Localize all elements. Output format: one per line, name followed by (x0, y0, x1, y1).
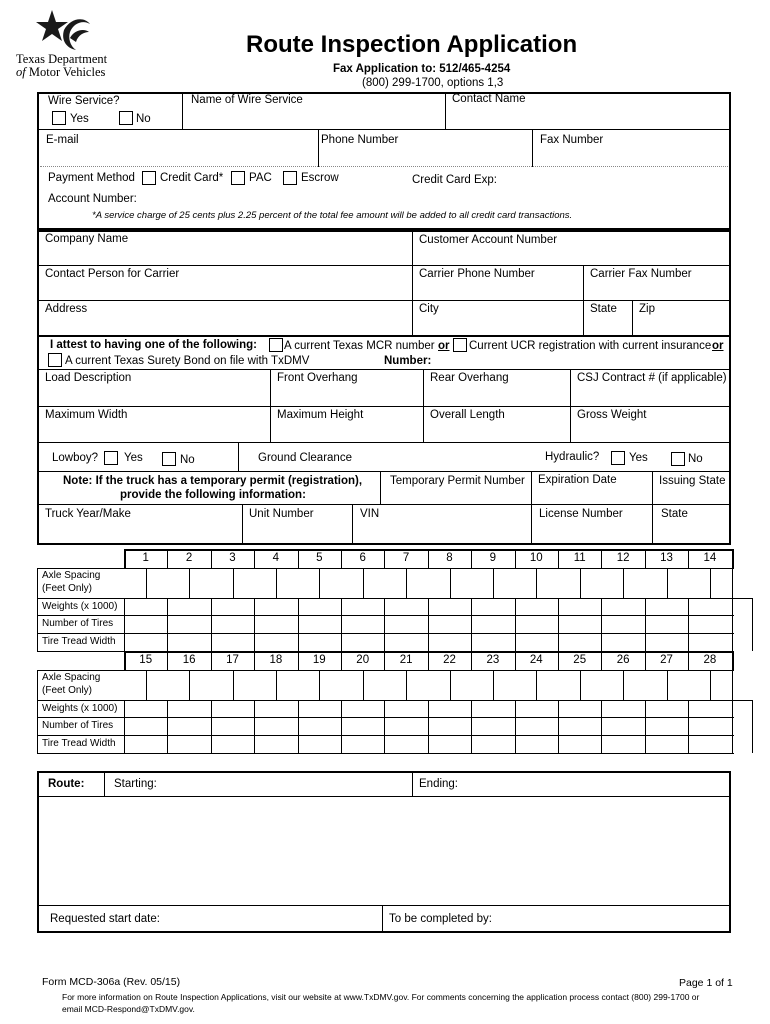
credit-card-exp-label: Credit Card Exp: (412, 174, 498, 186)
attest-lead: I attest to having one of the following: (50, 339, 257, 351)
overall-length-label: Overall Length (430, 409, 505, 421)
wire-yes-checkbox[interactable] (52, 111, 66, 125)
hydraulic-no-label: No (688, 453, 703, 465)
axle-number: 19 (312, 654, 326, 666)
axle-weights-cell[interactable] (690, 600, 729, 613)
axle-number: 2 (185, 552, 193, 564)
axle-weights-cell[interactable] (126, 702, 165, 715)
axle-number: 7 (402, 552, 410, 564)
tire-tread-width-cell[interactable] (473, 737, 512, 751)
axle-number: 28 (703, 654, 717, 666)
gross-weight-label: Gross Weight (577, 409, 647, 421)
tire-tread-width-cell[interactable] (126, 737, 165, 751)
maximum-height-label: Maximum Height (277, 409, 364, 421)
pac-label: PAC (249, 172, 272, 184)
axle-weights-cell[interactable] (256, 600, 295, 613)
tire-tread-width-label: Tire Tread Width (42, 738, 116, 749)
wire-no-checkbox[interactable] (119, 111, 133, 125)
number-of-tires-cell[interactable] (386, 719, 425, 733)
tire-tread-width-cell[interactable] (517, 737, 556, 751)
phone-number-field[interactable] (320, 148, 530, 166)
city-label: City (419, 303, 439, 315)
number-of-tires-label: Number of Tires (42, 618, 114, 629)
fax-number-label: Fax Number (540, 134, 604, 146)
tire-tread-width-cell[interactable] (300, 635, 339, 649)
email-label: E-mail (46, 134, 79, 146)
number-of-tires-cell[interactable] (560, 719, 599, 733)
axle-number: 22 (443, 654, 456, 666)
axle-spacing-cell[interactable] (495, 570, 534, 596)
tire-tread-width-cell[interactable] (690, 635, 729, 649)
number-of-tires-cell[interactable] (343, 617, 382, 631)
number-of-tires-cell[interactable] (517, 617, 556, 631)
address-label: Address (45, 303, 88, 315)
axle-weights-cell[interactable] (560, 702, 599, 715)
ground-clearance-field[interactable] (356, 447, 526, 467)
number-of-tires-cell[interactable] (603, 617, 642, 631)
axle-spacing-cell[interactable] (148, 570, 187, 596)
axle-weights-cell[interactable] (386, 600, 425, 613)
pac-checkbox[interactable] (231, 171, 245, 185)
logo-line-2 (16, 65, 105, 79)
axle-weights-label: Weights (x 1000) (42, 601, 118, 612)
route-starting-label: Starting: (114, 778, 157, 790)
vin-field[interactable] (354, 522, 530, 542)
credit-card-note: *A service charge of 25 cents plus 2.25 percent of the total fee amount will be added to all credit card transactions. (92, 210, 573, 221)
axle-weights-cell[interactable] (473, 600, 512, 613)
contact-person-field[interactable] (40, 282, 410, 298)
axle-spacing-cell[interactable] (625, 672, 664, 698)
axle-number: 11 (573, 552, 586, 564)
to-be-completed-field[interactable] (494, 908, 726, 928)
axle-weights-cell[interactable] (343, 702, 382, 715)
axle-number: 5 (316, 552, 323, 564)
axle-weights-cell[interactable] (213, 600, 252, 613)
tire-tread-width-cell[interactable] (430, 737, 469, 751)
axle-weights-cell[interactable] (560, 600, 599, 613)
maximum-height-field[interactable] (272, 423, 422, 441)
mcr-checkbox[interactable] (269, 338, 283, 352)
zip-label: Zip (639, 303, 655, 315)
number-of-tires-cell[interactable] (430, 719, 469, 733)
logo-of: of (16, 65, 26, 79)
customer-account-label: Customer Account Number (419, 234, 558, 246)
axle-weights-cell[interactable] (300, 600, 339, 613)
company-name-label: Company Name (45, 233, 129, 245)
tire-tread-width-cell[interactable] (256, 737, 295, 751)
axle-number: 20 (356, 654, 370, 666)
tire-tread-width-cell[interactable] (473, 635, 512, 649)
axle-spacing-cell[interactable] (669, 672, 708, 698)
footer-info-line-1: For more information on Route Inspection Applications, visit our website at www.TxDMV.gov. For comments concerning the application process contact (800) 299-1700 or (62, 992, 700, 1002)
contact-name-label: Contact Name (452, 93, 526, 105)
axle-number: 25 (573, 654, 587, 666)
star-icon (34, 8, 94, 54)
load-description-label: Load Description (45, 372, 132, 384)
number-of-tires-cell[interactable] (647, 719, 686, 733)
zip-field[interactable] (634, 317, 727, 334)
number-of-tires-cell[interactable] (256, 719, 295, 733)
lowboy-no-label: No (180, 454, 195, 466)
axle-weights-cell[interactable] (169, 702, 208, 715)
license-state-field[interactable] (654, 522, 727, 542)
axle-spacing-cell[interactable] (452, 570, 491, 596)
axle-weights-cell[interactable] (343, 600, 382, 613)
axle-weights-cell[interactable] (603, 600, 642, 613)
email-field[interactable] (40, 148, 316, 166)
axle-weights-cell[interactable] (213, 702, 252, 715)
axle-spacing-cell[interactable] (495, 672, 534, 698)
unit-number-field[interactable] (244, 522, 351, 542)
wire-yes-label: Yes (70, 113, 89, 125)
state-field[interactable] (585, 317, 630, 334)
lowboy-label: Lowboy? (52, 452, 99, 464)
axle-spacing-label-line-2: (Feet Only) (42, 685, 93, 696)
number-of-tires-cell[interactable] (430, 617, 469, 631)
requested-start-date-field[interactable] (162, 908, 380, 928)
axle-number: 16 (182, 654, 196, 666)
number-of-tires-cell[interactable] (690, 719, 729, 733)
axle-weights-cell[interactable] (256, 702, 295, 715)
tire-tread-width-cell[interactable] (517, 635, 556, 649)
lowboy-yes-label: Yes (124, 452, 143, 464)
number-of-tires-cell[interactable] (126, 719, 165, 733)
mcr-label: A current Texas MCR number (284, 340, 435, 352)
hydraulic-yes-label: Yes (629, 452, 648, 464)
axle-spacing-cell[interactable] (278, 672, 317, 698)
tire-tread-width-cell[interactable] (256, 635, 295, 649)
lowboy-yes-checkbox[interactable] (104, 451, 118, 465)
contact-person-label: Contact Person for Carrier (45, 268, 180, 280)
number-of-tires-cell[interactable] (126, 617, 165, 631)
axle-spacing-cell[interactable] (235, 570, 274, 596)
tire-tread-width-cell[interactable] (169, 737, 208, 751)
address-field[interactable] (40, 317, 410, 334)
axle-weights-cell[interactable] (647, 702, 686, 715)
axle-spacing-cell[interactable] (191, 570, 230, 596)
or-label-1: or (438, 340, 450, 352)
axle-spacing-cell[interactable] (669, 570, 708, 596)
axle-weights-label: Weights (x 1000) (42, 703, 118, 714)
axle-spacing-cell[interactable] (321, 570, 360, 596)
temp-permit-note-2: provide the following information: (120, 489, 306, 501)
axle-weights-cell[interactable] (126, 600, 165, 613)
axle-weights-cell[interactable] (169, 600, 208, 613)
axle-spacing-cell[interactable] (235, 672, 274, 698)
axle-spacing-cell[interactable] (365, 570, 404, 596)
tire-tread-width-cell[interactable] (560, 635, 599, 649)
axle-weights-cell[interactable] (517, 600, 556, 613)
wire-service-name-field[interactable] (184, 108, 444, 128)
axle-weights-cell[interactable] (300, 702, 339, 715)
hydraulic-label: Hydraulic? (545, 451, 600, 463)
axle-weights-cell[interactable] (386, 702, 425, 715)
route-label: Route: (48, 778, 85, 790)
route-ending-field[interactable] (462, 774, 726, 794)
number-of-tires-cell[interactable] (256, 617, 295, 631)
license-number-field[interactable] (533, 522, 651, 542)
payment-method-label: Payment Method (48, 172, 135, 184)
axle-spacing-label-line-2: (Feet Only) (42, 583, 93, 594)
axle-spacing-cell[interactable] (582, 672, 621, 698)
axle-spacing-cell[interactable] (365, 672, 404, 698)
axle-spacing-cell[interactable] (278, 570, 317, 596)
customer-account-field[interactable] (414, 248, 726, 264)
tire-tread-width-cell[interactable] (126, 635, 165, 649)
or-label-2: or (712, 340, 724, 352)
tire-tread-width-cell[interactable] (430, 635, 469, 649)
axle-spacing-cell[interactable] (321, 672, 360, 698)
credit-card-checkbox[interactable] (142, 171, 156, 185)
issuing-state-label: Issuing State (659, 475, 726, 487)
footer-info-line-2: email MCD-Respond@TxDMV.gov. (62, 1004, 195, 1014)
hydraulic-no-checkbox[interactable] (671, 452, 685, 466)
axle-number: 15 (139, 654, 153, 666)
number-of-tires-cell[interactable] (473, 617, 512, 631)
logo-line-1: Texas Department (16, 52, 108, 66)
route-ending-label: Ending: (419, 778, 459, 790)
number-of-tires-cell[interactable] (473, 719, 512, 733)
logo-motor-vehicles: Motor Vehicles (25, 65, 106, 79)
truck-year-make-label: Truck Year/Make (45, 508, 131, 520)
axle-number: 18 (269, 654, 283, 666)
number-of-tires-cell[interactable] (300, 617, 339, 631)
ground-clearance-label: Ground Clearance (258, 452, 352, 464)
tire-tread-width-label: Tire Tread Width (42, 636, 116, 647)
axle-spacing-cell[interactable] (408, 570, 447, 596)
axle-spacing-cell[interactable] (538, 672, 577, 698)
attest-number-field[interactable] (436, 352, 726, 368)
load-description-field[interactable] (40, 386, 268, 404)
number-of-tires-cell[interactable] (603, 719, 642, 733)
phone-number-label: Phone Number (321, 134, 399, 146)
axle-weights-cell[interactable] (647, 600, 686, 613)
axle-weights-cell[interactable] (517, 702, 556, 715)
temp-permit-number-label: Temporary Permit Number (390, 475, 525, 487)
number-of-tires-label: Number of Tires (42, 720, 114, 731)
tire-tread-width-cell[interactable] (386, 737, 425, 751)
number-of-tires-cell[interactable] (169, 719, 208, 733)
axle-spacing-cell[interactable] (538, 570, 577, 596)
account-number-label: Account Number: (48, 193, 137, 205)
surety-label: A current Texas Surety Bond on file with TxDMV (65, 355, 310, 367)
axle-spacing-label-line-1: Axle Spacing (42, 570, 101, 581)
axle-number: 3 (229, 552, 236, 564)
wire-service-name-label: Name of Wire Service (191, 94, 303, 106)
license-number-label: License Number (539, 508, 623, 520)
axle-number: 26 (616, 654, 630, 666)
escrow-label: Escrow (301, 172, 339, 184)
axle-spacing-label-line-1: Axle Spacing (42, 672, 101, 683)
unit-number-label: Unit Number (249, 508, 314, 520)
requested-start-date-label: Requested start date: (50, 913, 160, 925)
number-of-tires-cell[interactable] (560, 617, 599, 631)
axle-spacing-cell[interactable] (191, 672, 230, 698)
axle-weights-cell[interactable] (690, 702, 729, 715)
vin-label: VIN (360, 508, 380, 520)
axle-spacing-cell[interactable] (452, 672, 491, 698)
tire-tread-width-cell[interactable] (603, 635, 642, 649)
txdmv-logo (14, 8, 114, 78)
license-state-label: State (661, 508, 688, 520)
issuing-state-field[interactable] (654, 488, 727, 502)
page-number: Page 1 of 1 (679, 977, 733, 989)
axle-number: 8 (446, 552, 453, 564)
axle-number: 12 (616, 552, 630, 564)
page-title: Route Inspection Application (246, 31, 578, 58)
state-label: State (590, 303, 617, 315)
lowboy-no-checkbox[interactable] (162, 452, 176, 466)
wire-no-label: No (136, 113, 151, 125)
axle-number: 24 (529, 654, 543, 666)
front-overhang-field[interactable] (272, 386, 422, 404)
number-of-tires-cell[interactable] (343, 719, 382, 733)
number-of-tires-cell[interactable] (213, 719, 252, 733)
temp-permit-note-1: Note: If the truck has a temporary permit (registration), (63, 475, 363, 487)
axle-number: 4 (272, 552, 280, 564)
contact-name-field[interactable] (447, 108, 727, 128)
route-description-area[interactable] (40, 799, 727, 903)
ucr-label: Current UCR registration with current insurance (469, 340, 712, 352)
axle-spacing-cell[interactable] (625, 570, 664, 596)
axle-number: 13 (660, 552, 673, 564)
axle-spacing-cell[interactable] (408, 672, 447, 698)
rear-overhang-label: Rear Overhang (430, 372, 509, 384)
number-of-tires-cell[interactable] (690, 617, 729, 631)
credit-card-exp-field[interactable] (500, 170, 726, 188)
carrier-fax-field[interactable] (585, 282, 727, 298)
tire-tread-width-cell[interactable] (603, 737, 642, 751)
phone-line: (800) 299-1700, options 1,3 (362, 77, 504, 89)
tire-tread-width-cell[interactable] (300, 737, 339, 751)
axle-number: 14 (703, 552, 717, 564)
axle-number: 17 (226, 654, 239, 666)
axle-spacing-cell[interactable] (148, 672, 187, 698)
tire-tread-width-cell[interactable] (647, 737, 686, 751)
account-number-field[interactable] (140, 190, 726, 208)
axle-number: 21 (399, 654, 413, 666)
number-of-tires-cell[interactable] (386, 617, 425, 631)
axle-number: 23 (486, 654, 500, 666)
surety-checkbox[interactable] (48, 353, 62, 367)
truck-year-make-field[interactable] (40, 522, 240, 542)
axle-weights-cell[interactable] (430, 702, 469, 715)
axle-weights-cell[interactable] (603, 702, 642, 715)
csj-contract-field[interactable] (572, 386, 727, 404)
ucr-checkbox[interactable] (453, 338, 467, 352)
wire-service-label: Wire Service? (48, 95, 120, 107)
number-of-tires-cell[interactable] (517, 719, 556, 733)
carrier-fax-label: Carrier Fax Number (590, 268, 692, 280)
tire-tread-width-cell[interactable] (213, 737, 252, 751)
credit-card-label: Credit Card* (160, 172, 224, 184)
tire-tread-width-cell[interactable] (169, 635, 208, 649)
carrier-phone-field[interactable] (414, 282, 582, 298)
axle-number: 9 (489, 552, 497, 564)
number-of-tires-cell[interactable] (169, 617, 208, 631)
number-of-tires-cell[interactable] (647, 617, 686, 631)
tire-tread-width-cell[interactable] (343, 635, 382, 649)
tire-tread-width-cell[interactable] (386, 635, 425, 649)
to-be-completed-label: To be completed by: (389, 913, 492, 925)
fax-number-field[interactable] (534, 148, 728, 166)
form-number: Form MCD-306a (Rev. 05/15) (42, 976, 181, 988)
tire-tread-width-cell[interactable] (690, 737, 729, 751)
number-of-tires-cell[interactable] (213, 617, 252, 631)
tire-tread-width-cell[interactable] (560, 737, 599, 751)
route-starting-field[interactable] (160, 774, 410, 794)
expiration-date-field[interactable] (533, 488, 651, 502)
axle-weights-cell[interactable] (473, 702, 512, 715)
maximum-width-label: Maximum Width (45, 409, 128, 421)
axle-weights-cell[interactable] (430, 600, 469, 613)
company-name-field[interactable] (40, 248, 410, 264)
carrier-phone-label: Carrier Phone Number (419, 268, 535, 280)
number-of-tires-cell[interactable] (300, 719, 339, 733)
expiration-date-label: Expiration Date (538, 474, 617, 486)
fax-line: Fax Application to: 512/465-4254 (333, 63, 511, 75)
maximum-width-field[interactable] (40, 423, 268, 441)
axle-number: 27 (660, 654, 673, 666)
rear-overhang-field[interactable] (425, 386, 569, 404)
hydraulic-yes-checkbox[interactable] (611, 451, 625, 465)
tire-tread-width-cell[interactable] (343, 737, 382, 751)
escrow-checkbox[interactable] (283, 171, 297, 185)
attest-number-label: Number: (384, 355, 432, 367)
axle-spacing-cell[interactable] (582, 570, 621, 596)
axle-number: 6 (359, 552, 366, 564)
tire-tread-width-cell[interactable] (213, 635, 252, 649)
city-field[interactable] (414, 317, 582, 334)
gross-weight-field[interactable] (572, 423, 727, 441)
tire-tread-width-cell[interactable] (647, 635, 686, 649)
front-overhang-label: Front Overhang (277, 372, 358, 384)
axle-number: 10 (529, 552, 543, 564)
axle-number: 1 (142, 552, 149, 564)
overall-length-field[interactable] (425, 423, 569, 441)
csj-contract-label: CSJ Contract # (if applicable) (577, 372, 727, 384)
